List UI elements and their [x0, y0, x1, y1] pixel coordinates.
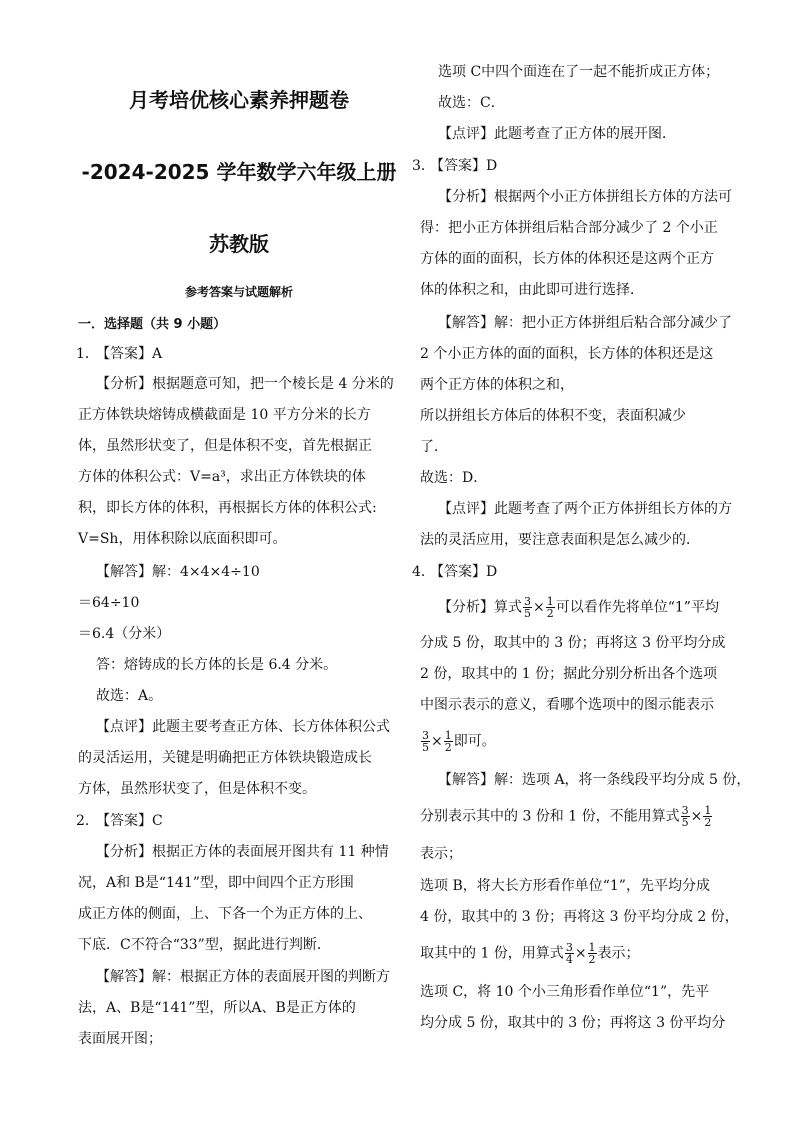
- solution-line: 表示；: [420, 846, 462, 862]
- denominator: 4: [565, 953, 573, 966]
- analysis-line: 方体的体积公式：V=a³，求出正方体铁块的体: [78, 469, 366, 485]
- solution-line: 【解答】解：把小正方体拼组后粘合部分减少了: [438, 315, 732, 331]
- analysis-line: 体的体积之和，由此即可进行选择．: [420, 282, 644, 298]
- question-number: 2．: [76, 813, 99, 829]
- section-heading: 一．选择题（共 9 小题）: [78, 317, 227, 332]
- solution-line: 所以拼组长方体后的体积不变，表面积减少: [420, 408, 686, 424]
- analysis-line: 得：把小正方体拼组后粘合部分减少了 2 个小正: [420, 220, 718, 236]
- doc-title-line3: 苏教版: [209, 232, 269, 256]
- answer-line: 【答案】D: [430, 564, 498, 580]
- question-number: 3．: [412, 158, 435, 174]
- numerator: 1: [444, 729, 452, 742]
- fraction-three-fifths: [681, 805, 690, 828]
- analysis-line: [438, 596, 719, 619]
- analysis-line: 中图示表示的意义，看哪个选项中的图示能表示: [420, 697, 714, 713]
- analysis-suffix: 即可。: [453, 733, 496, 750]
- analysis-line: [420, 730, 496, 753]
- fraction-three-quarters: [565, 942, 574, 965]
- option-c-line: 均分成 5 份，取其中的 3 份；再将这 3 份平均分: [420, 1015, 726, 1031]
- option-b-suffix: 表示；: [597, 945, 640, 962]
- doc-subtitle: 参考答案与试题解析: [184, 285, 293, 299]
- analysis-line: V=Sh，用体积除以底面积即可。: [78, 531, 287, 547]
- comment-line: 【点评】此题主要考查正方体、长方体体积公式: [96, 719, 390, 735]
- numerator: 3: [422, 729, 429, 742]
- numerator: 3: [565, 941, 573, 954]
- denominator: 5: [681, 816, 689, 829]
- solution-line: 了．: [420, 439, 448, 455]
- analysis-line: 下底．C不符合“33”型，据此进行判断．: [78, 937, 331, 953]
- analysis-line: 方体的面的面积，长方体的体积还是这两个正方: [420, 251, 714, 267]
- question-number: 1．: [76, 346, 99, 362]
- analysis-line: 况，A和 B是“141”型，即中间四个正方形围: [78, 875, 354, 891]
- times-sign: ×: [690, 808, 703, 825]
- answer-line: 【答案】C: [96, 813, 163, 829]
- solution-line: 故选：A。: [96, 688, 163, 704]
- solution-line: 2 个小正方体的面的面积，长方体的体积还是这: [420, 346, 714, 362]
- analysis-line: 【分析】根据正方体的表面展开图共有 11 种情: [96, 844, 389, 860]
- analysis-prefix: 【分析】算式: [438, 599, 522, 616]
- solution-line: 表面展开图；: [78, 1031, 162, 1047]
- solution-line: ＝6.4（分米）: [78, 626, 171, 642]
- solution-line: [420, 805, 713, 828]
- analysis-line: 分成 5 份，取其中的 3 份；再将这 3 份平均分成: [420, 635, 726, 651]
- denominator: 2: [546, 607, 554, 620]
- fraction-one-half: [546, 596, 555, 619]
- fraction-one-half: [703, 805, 712, 828]
- option-b-line: 选项 B，将大长方形看作单位“1”，先平均分成: [420, 878, 710, 894]
- denominator: 2: [704, 816, 712, 829]
- solution-line: 答：熔铸成的长方体的长是 6.4 分米。: [96, 657, 338, 673]
- numerator: 1: [546, 595, 554, 608]
- solution-line: 【解答】解：根据正方体的表面展开图的判断方: [96, 969, 390, 985]
- analysis-line: 2 份，取其中的 1 份；据此分别分析出各个选项: [420, 666, 718, 682]
- numerator: 3: [681, 804, 689, 817]
- fraction-three-fifths: [421, 730, 430, 753]
- solution-line: 【解答】解：选项 A，将一条线段平均分成 5 份，: [438, 772, 751, 788]
- solution-line: 两个正方体的体积之和，: [420, 377, 574, 393]
- question-number: 4．: [412, 564, 435, 580]
- numerator: 1: [704, 804, 712, 817]
- comment-line: 的灵活运用，关键是明确把正方体铁块锻造成长: [78, 750, 372, 766]
- solution-line: 【解答】解：4×4×4÷10: [96, 564, 260, 580]
- times-sign: ×: [574, 945, 587, 962]
- numerator: 1: [588, 941, 596, 954]
- fraction-three-fifths: [523, 596, 532, 619]
- analysis-line: 成正方体的侧面，上、下各一个为正方体的上、: [78, 906, 372, 922]
- comment-line: 【点评】此题考查了正方体的展开图．: [438, 126, 676, 142]
- doc-title-line1: 月考培优核心素养押题卷: [129, 88, 349, 112]
- option-c-line: 选项 C，将 10 个小三角形看作单位“1”，先平: [420, 984, 710, 1000]
- option-b-line: 4 份，取其中的 3 份；再将这 3 份平均分成 2 份，: [420, 909, 739, 925]
- answer-line: 【答案】D: [430, 158, 498, 174]
- solution-line: 故选：D．: [420, 470, 488, 486]
- solution-line: 法，A、B是“141”型，所以A、B是正方体的: [78, 1000, 356, 1016]
- solution-line: ＝64÷10: [78, 595, 140, 611]
- answer-line: 【答案】A: [96, 346, 163, 362]
- fraction-one-half: [444, 730, 453, 753]
- option-b-prefix: 取其中的 1 份，用算式: [420, 945, 564, 962]
- comment-line: 法的灵活应用，要注意表面积是怎么减少的．: [420, 532, 700, 548]
- denominator: 5: [524, 607, 531, 620]
- option-b-line: [420, 942, 640, 965]
- times-sign: ×: [431, 733, 443, 750]
- times-sign: ×: [533, 599, 545, 616]
- numerator: 3: [524, 595, 531, 608]
- fraction-one-half: [588, 942, 597, 965]
- analysis-line: 积，即长方体的体积，再根据长方体的体积公式:: [78, 500, 377, 516]
- comment-line: 方体，虽然形状变了，但是体积不变。: [78, 781, 316, 797]
- analysis-line: 体，虽然形状变了，但是体积不变，首先根据正: [78, 438, 372, 454]
- solution-line: 选项 C中四个面连在了一起不能折成正方体；: [438, 64, 720, 80]
- analysis-line: 正方体铁块熔铸成横截面是 10 平方分米的长方: [78, 407, 371, 423]
- solution-line: 故选：C．: [438, 95, 505, 111]
- analysis-line: 【分析】根据题意可知，把一个棱长是 4 分米的: [96, 376, 394, 392]
- analysis-suffix: 可以看作先将单位“1”平均: [555, 599, 719, 616]
- doc-title-line2: -2024-2025 学年数学六年级上册: [81, 160, 397, 184]
- denominator: 5: [422, 741, 429, 754]
- comment-line: 【点评】此题考查了两个正方体拼组长方体的方: [438, 501, 732, 517]
- solution-prefix: 分别表示其中的 3 份和 1 份，不能用算式: [420, 808, 680, 825]
- denominator: 2: [444, 741, 452, 754]
- analysis-line: 【分析】根据两个小正方体拼组长方体的方法可: [438, 189, 732, 205]
- denominator: 2: [588, 953, 596, 966]
